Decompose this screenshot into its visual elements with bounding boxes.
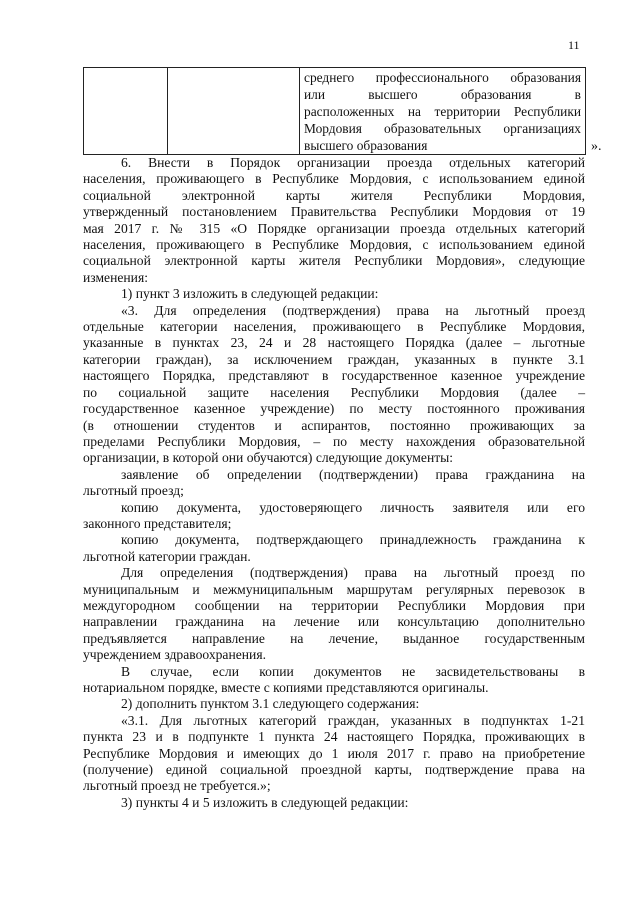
text-line: копию документа, удостоверяющего личность заявителя или его [121,499,585,515]
table-cell-line: среднего профессионального образования [304,70,581,85]
paragraph [83,500,585,533]
table-cell-line: Мордовия образовательных организациях [304,121,581,136]
text-line: В случае, если копии документов не засвидетельствованы в [121,663,585,679]
text-line: социальной электронной карты жителя Республики Мордовия», следующие [83,253,585,269]
text-line: междугородном сообщении на территории Республики Мордовия при [83,597,585,613]
page-number: 11 [568,38,580,52]
paragraph [83,713,585,795]
text-line: по социальной защите населения Республики Мордовия (далее – [83,384,585,400]
table-cell-line: или высшего образования в [304,87,581,102]
paragraph [83,565,585,663]
table-cell-empty-1 [84,68,168,155]
paragraph [83,664,585,697]
text-line: утвержденный постановлением Правительства Республики Мордовия от 19 [83,204,585,220]
text-line: 1) пункт 3 изложить в следующей редакции: [121,286,379,302]
text-line: заявление об определении (подтверждении) права гражданина на [121,466,585,482]
text-line: отдельные категории населения, проживающего в Республике Мордовия, [83,319,585,335]
text-line: пункта 23 и в подпункте 1 пункта 24 настоящего Порядка, проживающих в [83,729,585,745]
text-line: указанные в пунктах 23, 24 и 28 настоящего Порядка (далее – льготные [83,335,585,351]
text-line: населения, проживающего в Республике Мордовия, с использованием единой [83,171,585,187]
text-line: (в отношении студентов и аспирантов, постоянно проживающих за [83,417,585,433]
paragraph [83,467,585,500]
document-body [83,155,585,811]
text-line: мая 2017 г. № 315 «О Порядке организации проезда отдельных категорий [83,220,585,236]
text-line: пределами Республики Мордовия, – по месту нахождения образовательной [83,433,585,449]
closing-quote: ». [591,139,602,154]
criteria-table-fragment [83,67,586,155]
paragraph [83,696,585,712]
text-line: законного представителя; [83,515,232,531]
text-line: категории граждан), за исключением граждан, указанных в пункте 3.1 [83,351,585,367]
text-line: копию документа, подтверждающего принадлежность гражданина к [121,532,585,548]
text-line: льготный проезд; [83,483,184,499]
text-line: предъявляется направление на лечение, выданное государственным [83,630,585,646]
text-line: 2) дополнить пунктом 3.1 следующего содержания: [121,696,420,712]
text-line: государственное казенное учреждение) по месту постоянного проживания [83,401,585,417]
paragraph [83,532,585,565]
text-line: изменения: [83,269,148,285]
table-cell-empty-2 [168,68,300,155]
text-line: льготный проезд не требуется.»; [83,778,271,794]
paragraph [83,286,585,302]
text-line: настоящего Порядка, представляют в государственное казенное учреждение [83,368,585,384]
paragraph [83,155,585,286]
paragraph [83,303,585,467]
text-line: (получение) единой социальной проездной карты, подтверждение права на [83,762,585,778]
text-line: населения, проживающего в Республике Мордовия, с использованием единой [83,237,585,253]
text-line: направлении гражданина на лечение или консультацию дополнительно [83,614,585,630]
text-line: муниципальным и межмуниципальным маршрутам регулярных перевозок в [83,581,585,597]
text-line: учреждением здравоохранения. [83,647,266,663]
text-line: «3. Для определения (подтверждения) права на льготный проезд [121,302,585,318]
table-row [84,68,586,155]
text-line: Республике Мордовия и имеющих до 1 июля 2017 г. право на приобретение [83,745,585,761]
text-line: нотариальном порядке, вместе с копиями представляются оригиналы. [83,680,489,695]
table-cell-line: высшего образования [304,138,428,153]
paragraph [83,795,585,811]
table-cell-education [300,68,586,155]
text-line: Для определения (подтверждения) права на льготный проезд по [121,565,585,581]
text-line: 3) пункты 4 и 5 изложить в следующей редакции: [121,794,409,810]
text-line: «3.1. Для льготных категорий граждан, указанных в подпунктах 1-21 [121,712,585,728]
text-line: социальной электронной карты жителя Республики Мордовия, [83,187,585,203]
table-cell-line: расположенных на территории Республики [304,104,581,119]
text-line: льготной категории граждан. [83,548,251,564]
text-line: 6. Внести в Порядок организации проезда отдельных категорий [121,155,585,170]
text-line: организации, в которой они обучаются) следующие документы: [83,450,454,466]
